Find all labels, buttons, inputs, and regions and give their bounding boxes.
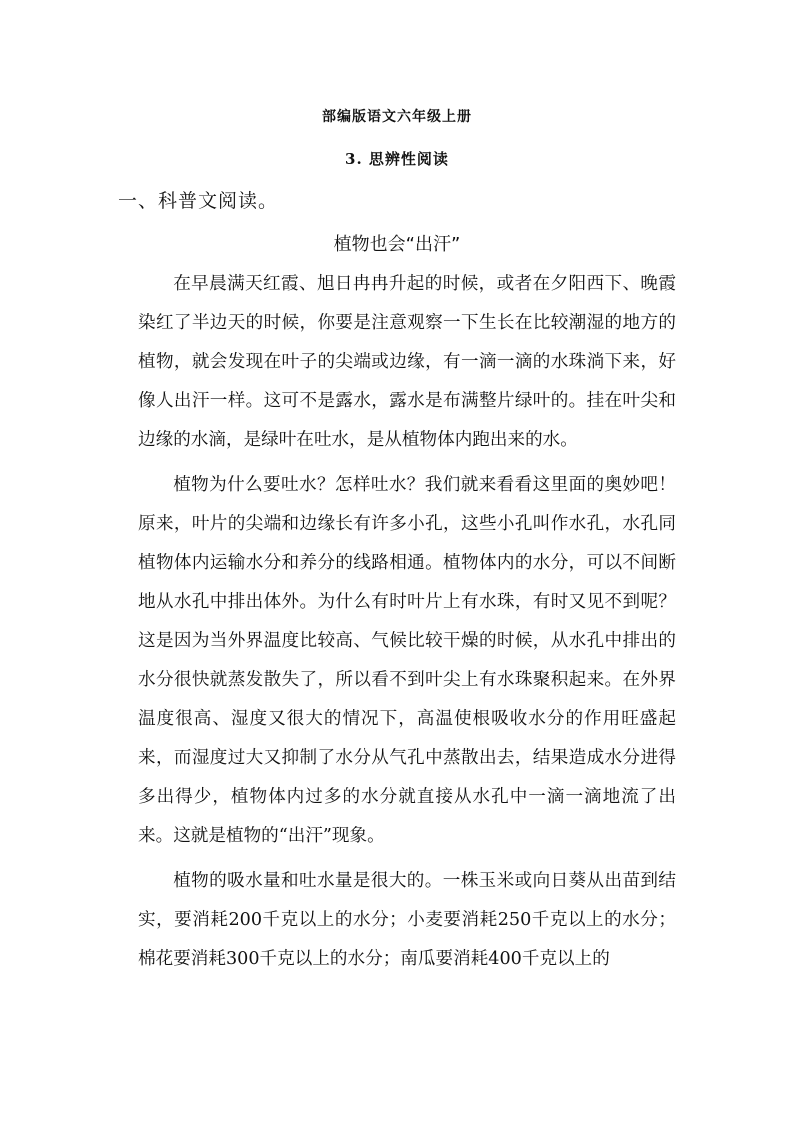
section-heading: 一、科普文阅读。 [118, 190, 279, 212]
article-title: 植物也会“出汗” [333, 234, 461, 255]
article-body [138, 265, 676, 985]
paragraph: 植物为什么要吐水？怎样吐水？我们就来看看这里面的奥妙吧！原来，叶片的尖端和边缘长有许多小孔，这些小孔叫作水孔，水孔同植物体内运输水分和养分的线路相通。植物体内的水分，可以不间断地从水孔中排出体外。为什么有时叶片上有水珠，有时又见不到呢？这是因为当外界温度比较高、气候比较干燥的时候，从水孔中排出的水分很快就蒸发散失了，所以看不到叶尖上有水珠聚积起来。在外界温度很高、湿度又很大的情况下，高温使根吸收水分的作用旺盛起来，而湿度过大又抑制了水分从气孔中蒸散出去，结果造成水分进得多出得少，植物体内过多的水分就直接从水孔中一滴一滴地流了出来。这就是植物的“出汗”现象。 [138, 475, 676, 846]
paragraph: 植物的吸水量和吐水量是很大的。一株玉米或向日葵从出苗到结实，要消耗200千克以上的水分；小麦要消耗250千克以上的水分；棉花要消耗300千克以上的水分；南瓜要消耗400千克以上的 [138, 871, 676, 969]
unit-title: 3. 思辨性阅读 [345, 150, 449, 168]
paragraph: 在早晨满天红霞、旭日冉冉升起的时候，或者在夕阳西下、晚霞染红了半边天的时候，你要是注意观察一下生长在比较潮湿的地方的植物，就会发现在叶子的尖端或边缘，有一滴一滴的水珠淌下来，好像人出汗一样。这可不是露水，露水是布满整片绿叶的。挂在叶尖和边缘的水滴，是绿叶在吐水，是从植物体内跑出来的水。 [138, 274, 676, 450]
book-title: 部编版语文六年级上册 [322, 109, 472, 125]
